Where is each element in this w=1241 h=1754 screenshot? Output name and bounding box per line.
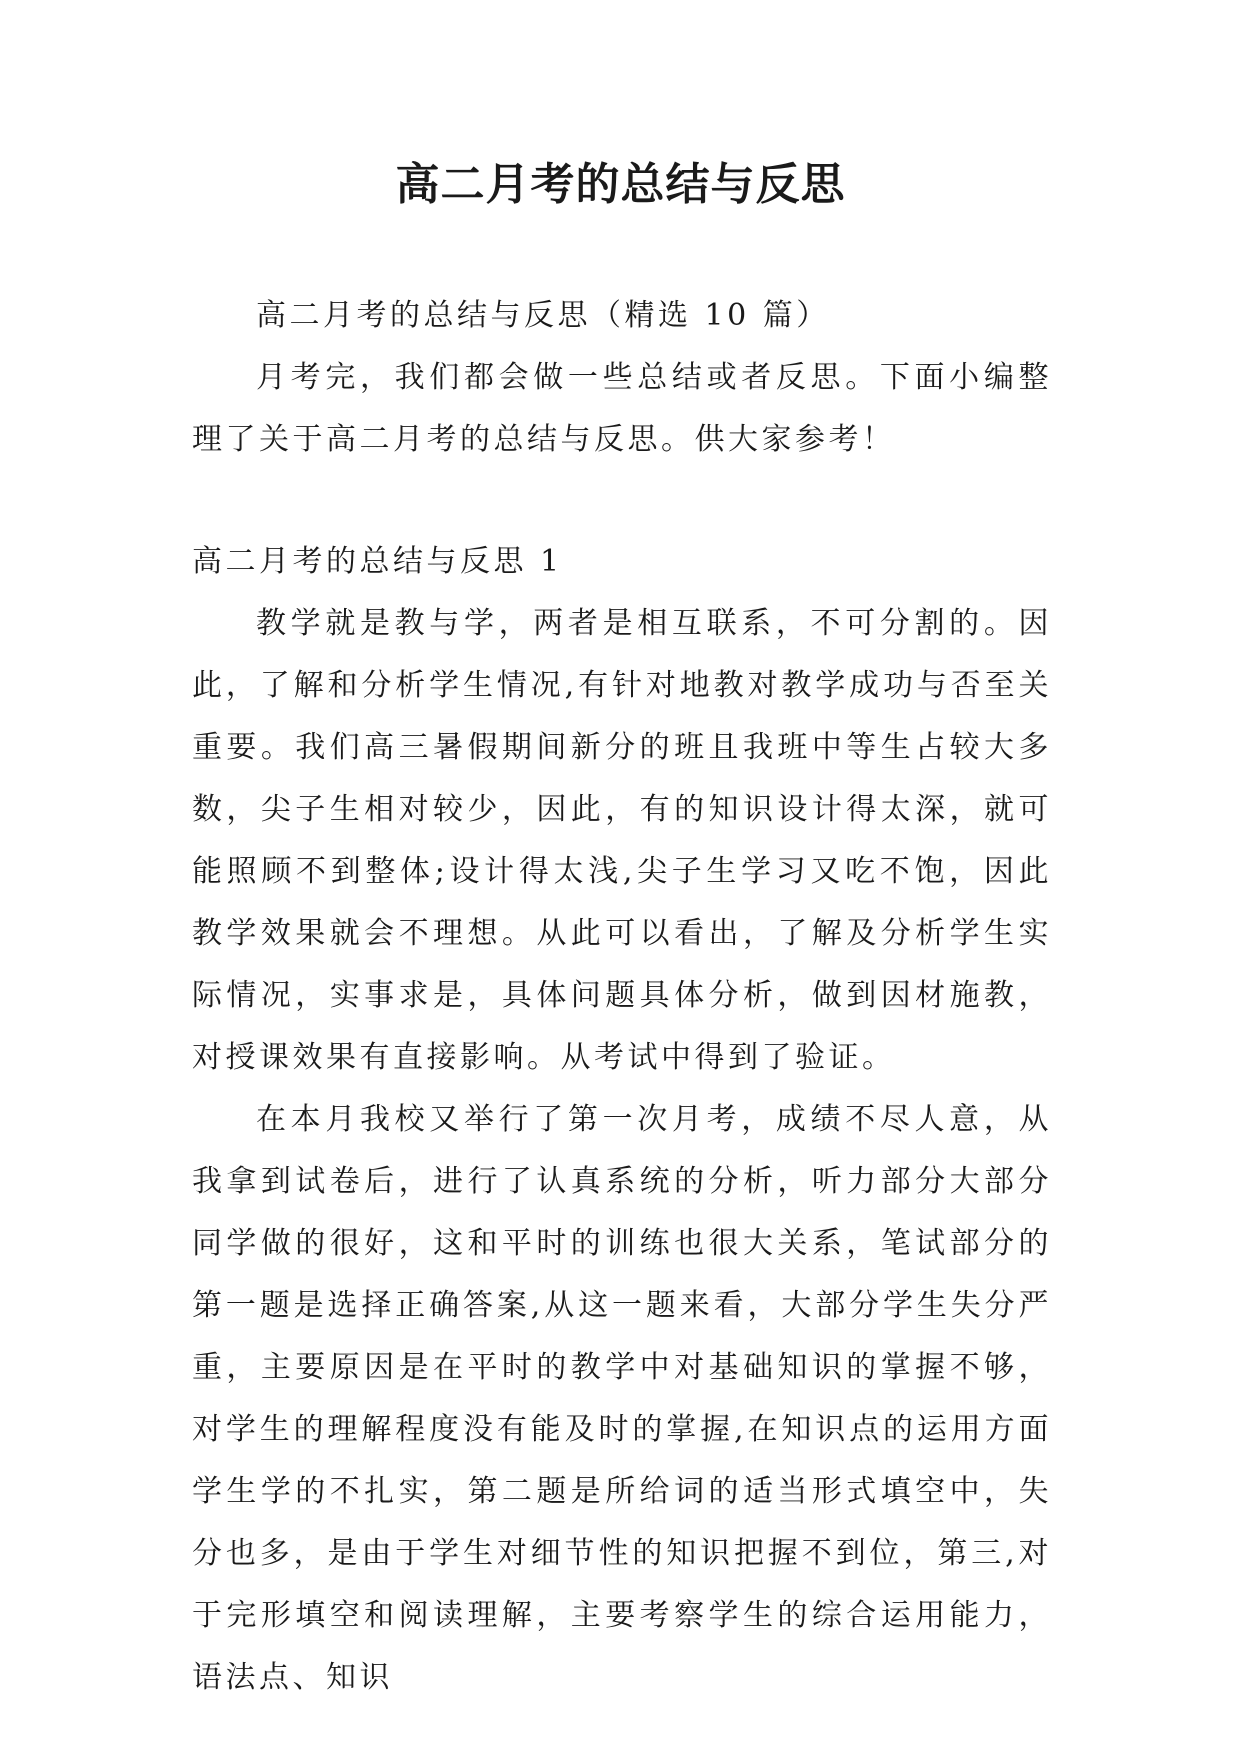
document-subtitle: 高二月考的总结与反思（精选 10 篇） — [256, 298, 830, 333]
document-title: 高二月考的总结与反思 — [395, 159, 846, 210]
body-paragraph: 教学就是教与学，两者是相互联系，不可分割的。因此，了解和分析学生情况,有针对地教对教学成功与否至关重要。我们高三暑假期间新分的班且我班中等生占较大多数，尖子生相对较少，因此，有的知识设计得太深，就可能照顾不到整体;设计得太浅,尖子生学习又吃不饱，因此教学效果就会不理想。从此可以看出，了解及分析学生实际情况，实事求是，具体问题具体分析，做到因材施教，对授课效果有直接影响。从考试中得到了验证。 — [192, 606, 1052, 1075]
body-paragraph: 在本月我校又举行了第一次月考，成绩不尽人意，从我拿到试卷后，进行了认真系统的分析，听力部分大部分同学做的很好，这和平时的训练也很大关系，笔试部分的第一题是选择正确答案,从这一题来看，大部分学生失分严重，主要原因是在平时的教学中对基础知识的掌握不够，对学生的理解程度没有能及时的掌握,在知识点的运用方面学生学的不扎实，第二题是所给词的适当形式填空中，失分也多，是由于学生对细节性的知识把握不到位，第三,对于完形填空和阅读理解，主要考察学生的综合运用能力，语法点、知识 — [192, 1102, 1052, 1695]
intro-paragraph: 月考完，我们都会做一些总结或者反思。下面小编整理了关于高二月考的总结与反思。供大家参考！ — [192, 360, 1052, 457]
document-body — [192, 285, 1052, 1709]
section-heading: 高二月考的总结与反思 1 — [192, 544, 563, 579]
